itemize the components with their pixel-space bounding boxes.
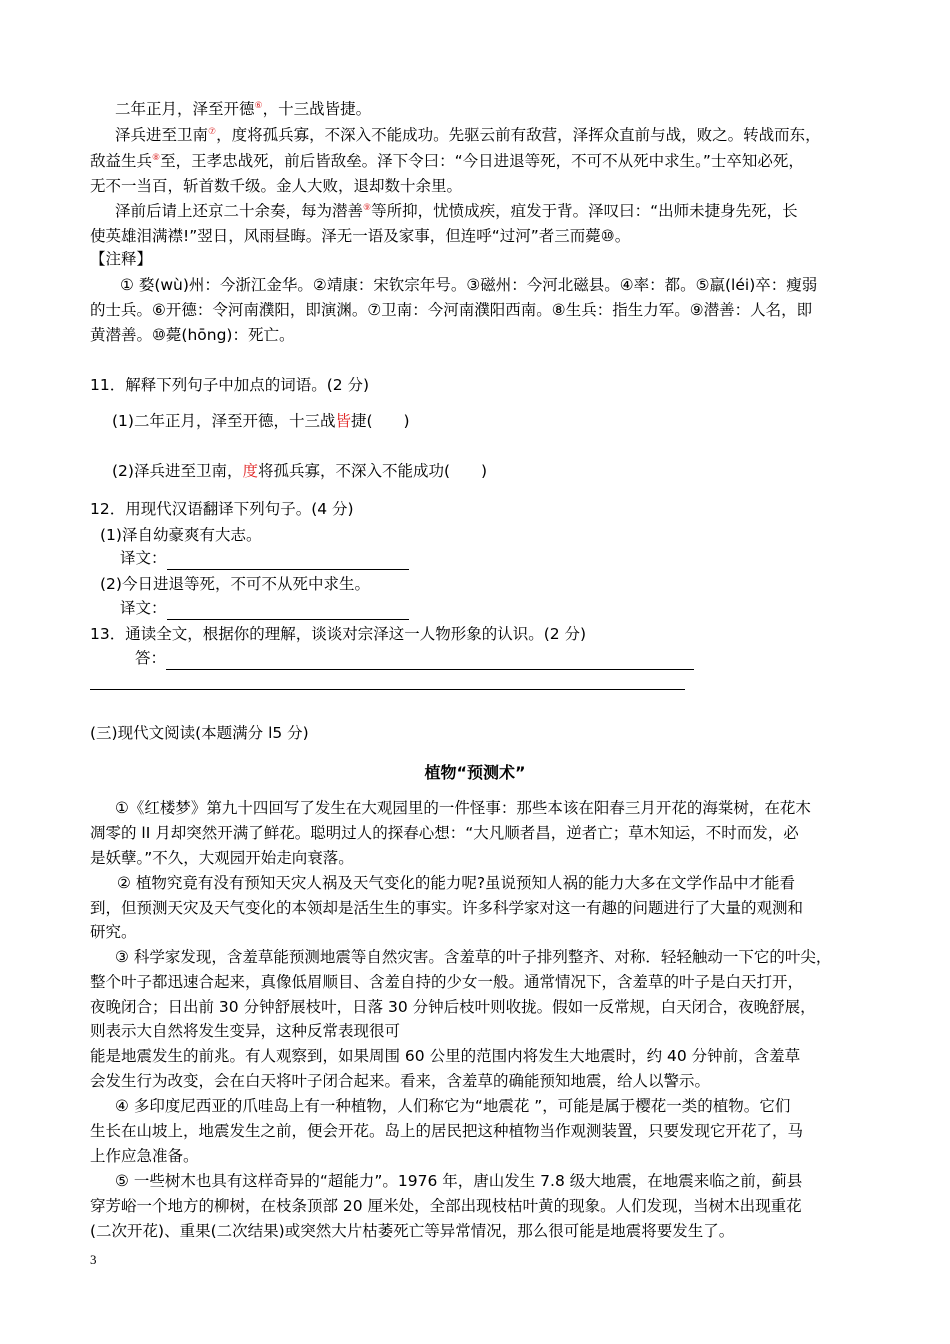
article-line-5: 到，但预测天灾及天气变化的本领却是活生生的事实。许多科学家对这一有趣的问题进行了大量的观测和	[90, 899, 804, 917]
passage-line-2: 泽兵进至卫南⑦，度将孤兵寡，不深入不能成功。先驱云前有敌营，泽挥众直前与战，败之。转战而东，	[115, 126, 821, 144]
article-title: 植物“预测术”	[424, 763, 526, 782]
article-line-3: 是妖孽。”不久，大观园开始走向衰落。	[90, 849, 354, 867]
q12-sentence-1: (1)泽自幼豪爽有大志。	[100, 526, 262, 544]
q12-answer-line-2[interactable]	[167, 603, 409, 620]
article-line-4: ② 植物究竟有没有预知天灾人祸及天气变化的能力呢?虽说预知人祸的能力大多在文学作品中才能看	[117, 874, 796, 892]
article-line-2: 凋零的 lI 月却突然开满了鲜花。聪明过人的探春心想：“大凡顺者昌，逆者亡；草木知运，不时而发，必	[90, 824, 799, 842]
article-line-8: 整个叶子都迅速合起来，真像低眉顺目、含羞自持的少女一般。通常情况下，含羞草的叶子是白天打开，	[90, 973, 804, 991]
article-line-15: 上作应急准备。	[90, 1147, 199, 1165]
q13-stem: 13．通读全文，根据你的理解，谈谈对宗泽这一人物形象的认识。(2 分)	[90, 625, 587, 643]
q13-answer: 答：	[135, 648, 694, 670]
q12-stem: 12．用现代汉语翻译下列句子。(4 分)	[90, 500, 354, 518]
passage-line-1: 二年正月，泽至开德⑥，十三战皆捷。	[115, 100, 372, 118]
passage-line-5: 泽前后请上还京二十余奏，每为潜善⑨等所抑，忧愤成疾，疽发于背。泽叹曰：“出师未捷身先死，长	[115, 202, 798, 220]
article-line-10: 则表示大自然将发生变异，这种反常表现很可	[90, 1022, 401, 1040]
q12-answer-2: 译文：	[120, 598, 409, 620]
q11-dotted-word-1: 皆	[335, 412, 351, 430]
passage-line-4: 无不一当百，斩首数千级。金人大败，退却数十余里。	[90, 177, 463, 195]
article-line-17: 穿芳峪一个地方的柳树，在枝条顶部 20 厘米处，全部出现枝枯叶黄的现象。人们发现，当树木出现重花	[90, 1197, 802, 1215]
q11-stem: 11．解释下列句子中加点的词语。(2 分)	[90, 376, 370, 394]
article-line-14: 生长在山坡上，地震发生之前，便会开花。岛上的居民把这种植物当作观测装置，只要发现它开花了，马	[90, 1122, 804, 1140]
notes-line-2: 的士兵。⑥开德：令河南濮阳，即演渊。⑦卫南：今河南濮阳西南。⑧生兵：指生力军。⑨潜善：人名，即	[90, 301, 813, 319]
article-line-18: (二次开花)、重果(二次结果)或突然大片枯萎死亡等异常情况，那么很可能是地震将要发生了。	[90, 1222, 735, 1240]
article-line-13: ④ 多印度尼西亚的爪哇岛上有一种植物，人们称它为“地震花 ”，可能是属于樱花一类的植物。它们	[115, 1097, 791, 1115]
q12-answer-line-1[interactable]	[167, 553, 409, 570]
q11-sentence-2: (2)泽兵进至卫南，度将孤兵寡，不深入不能成功( )	[112, 462, 488, 480]
passage-line-6: 使英雄泪满襟!”翌日，风雨昼晦。泽无一语及家事，但连呼“过河”者三而薨⑩。	[90, 227, 631, 245]
page-number: 3	[90, 1252, 97, 1267]
passage-line-3: 敌益生兵⑧至，王孝忠战死，前后皆敌垒。泽下令曰：“今日进退等死，不可不从死中求生。”士卒知必死，	[90, 152, 804, 170]
article-line-9: 夜晚闭合；日出前 30 分钟舒展枝叶，日落 30 分钟后枝叶则收拢。假如一反常规，白天闭合，夜晚舒展，	[90, 998, 816, 1016]
q13-answer-line-2[interactable]	[90, 689, 685, 690]
notes-line-3: 黄潜善。⑩薨(hōng)：死亡。	[90, 326, 295, 344]
q11-dotted-word-2: 度	[242, 462, 258, 480]
article-line-16: ⑤ 一些树木也具有这样奇异的“超能力”。1976 年，唐山发生 7.8 级大地震，在地震来临之前，蓟县	[115, 1172, 803, 1190]
article-line-6: 研究。	[90, 923, 137, 941]
notes-line-1: ① 婺(wù)州：今浙江金华。②靖康：宋钦宗年号。③磁州：今河北磁县。④率：都。⑤羸(léi)卒：瘦弱	[120, 276, 818, 294]
article-line-11: 能是地震发生的前兆。有人观察到，如果周围 60 公里的范围内将发生大地震时，约 40 分钟前，含羞草	[90, 1047, 801, 1065]
article-line-7: ③ 科学家发现，含羞草能预测地震等自然灾害。含羞草的叶子排列整齐、对称．轻轻触动一下它的叶尖，	[115, 948, 832, 966]
q11-sentence-1: (1)二年正月，泽至开德，十三战皆捷( )	[112, 412, 410, 430]
notes-header: 【注释】	[90, 250, 153, 268]
article-line-1: ①《红楼梦》第九十四回写了发生在大观园里的一件怪事：那些本该在阳春三月开花的海棠树，在花木	[115, 799, 811, 817]
article-line-12: 会发生行为改变，会在白天将叶子闭合起来。看来，含羞草的确能预知地震，给人以警示。	[90, 1072, 711, 1090]
q13-answer-line-1[interactable]	[166, 653, 694, 670]
q12-sentence-2: (2)今日进退等死，不可不从死中求生。	[100, 575, 370, 593]
q12-answer-1: 译文：	[120, 548, 409, 570]
section-heading: (三)现代文阅读(本题满分 l5 分)	[90, 724, 309, 742]
